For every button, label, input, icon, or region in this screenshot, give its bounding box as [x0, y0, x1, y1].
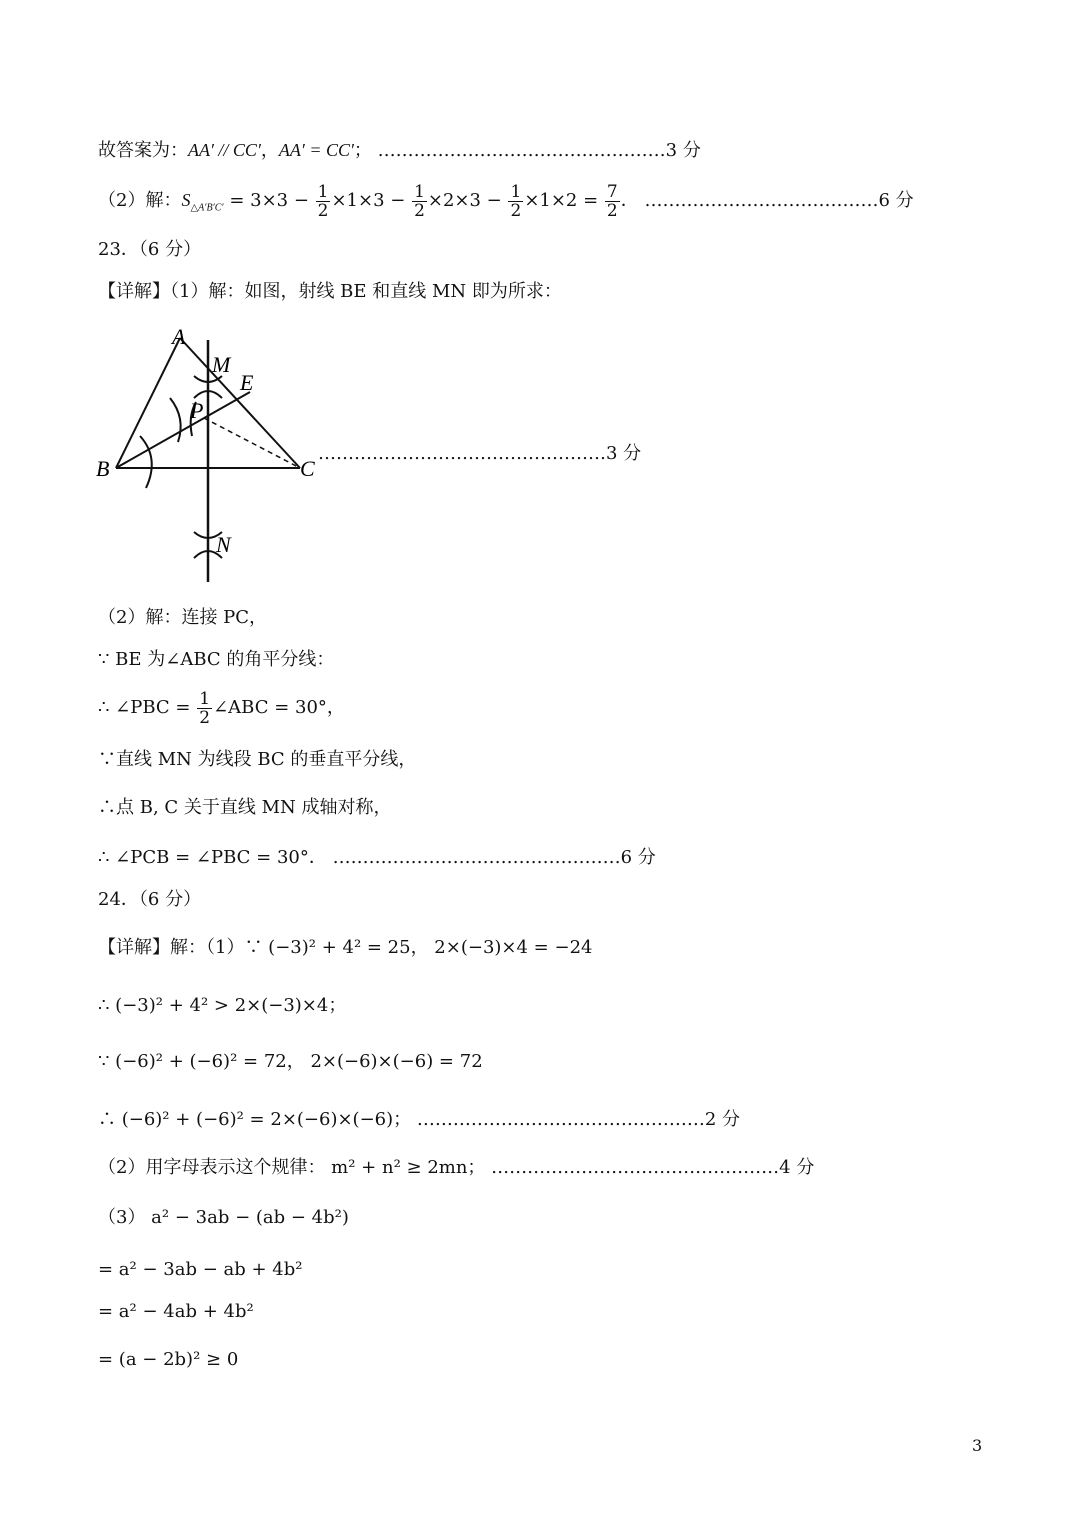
equal-expr: AA′ = CC′	[278, 140, 354, 160]
q23-step1: ∵ BE 为∠ABC 的角平分线：	[98, 649, 335, 670]
label-e: E	[240, 370, 254, 395]
numerator: 1	[317, 181, 329, 202]
fraction-3	[508, 183, 523, 220]
area-subscript: △A′B′C′	[190, 202, 224, 214]
denominator: 2	[606, 200, 618, 221]
denominator: 2	[199, 707, 211, 728]
segment-pc	[204, 418, 300, 468]
q24-line5: （2）用字母表示这个规律： m² + n² ≥ 2mn； …………………………………………4 分	[98, 1157, 815, 1178]
q24-line2: ∴ (−3)² + 4² > 2×(−3)×4；	[98, 995, 347, 1016]
q23-step4: ∴点 B, C 关于直线 MN 成轴对称，	[98, 797, 392, 818]
q23-step3: ∵直线 MN 为线段 BC 的垂直平分线，	[98, 749, 417, 770]
dots: …………………………………………	[318, 443, 606, 464]
label-b: B	[96, 456, 110, 481]
q24-line1: 【详解】解：（1）∵ (−3)² + 4² = 25， 2×(−3)×4 = −24	[98, 937, 593, 958]
q23-step2	[98, 686, 345, 730]
construction-figure	[88, 318, 348, 590]
expr-part-c: ×2×3 −	[427, 190, 508, 211]
fraction-half	[197, 690, 212, 727]
score: 6 分	[878, 190, 914, 211]
q24-title: 24．（6 分）	[98, 889, 202, 910]
semicolon: ；	[353, 140, 372, 161]
label-c: C	[300, 456, 315, 481]
step2-right: ∠ABC = 30°，	[213, 697, 345, 718]
expr-part-d: ×1×2 =	[524, 190, 604, 211]
q24-line6: （3） a² − 3ab − (ab − 4b²)	[98, 1207, 349, 1228]
label-n: N	[216, 532, 231, 557]
q22-part2-line	[98, 178, 914, 231]
dots: …………………………………	[644, 190, 879, 211]
expr-part-a: = 3×3 −	[223, 190, 315, 211]
part-prefix: （2）解：	[98, 190, 182, 211]
fraction-2	[412, 183, 427, 220]
label-a: A	[172, 324, 186, 349]
ray-be	[116, 392, 250, 468]
q24-line3: ∵ (−6)² + (−6)² = 72， 2×(−6)×(−6) = 72	[98, 1051, 483, 1072]
score: 3 分	[665, 140, 701, 161]
score: 3 分	[606, 443, 642, 464]
answer-prefix: 故答案为：	[98, 140, 188, 161]
numerator: 1	[414, 181, 425, 202]
q23-step5: ∴ ∠PCB = ∠PBC = 30°． …………………………………………6 分	[98, 847, 656, 868]
q24-line7: = a² − 3ab − ab + 4b²	[98, 1259, 303, 1280]
arc-b	[140, 436, 152, 488]
denominator: 2	[510, 200, 522, 221]
parallel-expr: AA′ // CC′	[188, 140, 261, 160]
fraction-result	[605, 183, 620, 220]
expr-part-b: ×1×3 −	[331, 190, 412, 211]
q22-answer-line	[98, 138, 701, 163]
fraction-1	[316, 183, 331, 220]
dots: …………………………………………	[377, 140, 666, 161]
page-number: 3	[972, 1436, 983, 1455]
numerator: 7	[606, 181, 618, 202]
numerator: 1	[510, 181, 522, 202]
area-symbol: S	[181, 190, 191, 210]
denominator: 2	[317, 200, 329, 221]
q23-score-line	[318, 442, 641, 466]
q24-line4: ∴ (−6)² + (−6)² = 2×(−6)×(−6)； …………………………………………2 分	[98, 1109, 741, 1130]
period: ．	[620, 190, 639, 211]
separator: ，	[260, 140, 279, 161]
denominator: 2	[414, 200, 425, 221]
q23-title: 23．（6 分）	[98, 239, 202, 260]
q23-detail: 【详解】（1）解：如图，射线 BE 和直线 MN 即为所求：	[98, 281, 562, 302]
step2-left: ∴ ∠PBC =	[98, 697, 197, 718]
q24-line9: = (a − 2b)² ≥ 0	[98, 1349, 239, 1370]
q24-line8: = a² − 4ab + 4b²	[98, 1301, 254, 1322]
numerator: 1	[199, 688, 211, 709]
label-m: M	[212, 352, 231, 377]
label-p: P	[190, 398, 204, 423]
q23-part2: （2）解：连接 PC，	[98, 607, 268, 628]
